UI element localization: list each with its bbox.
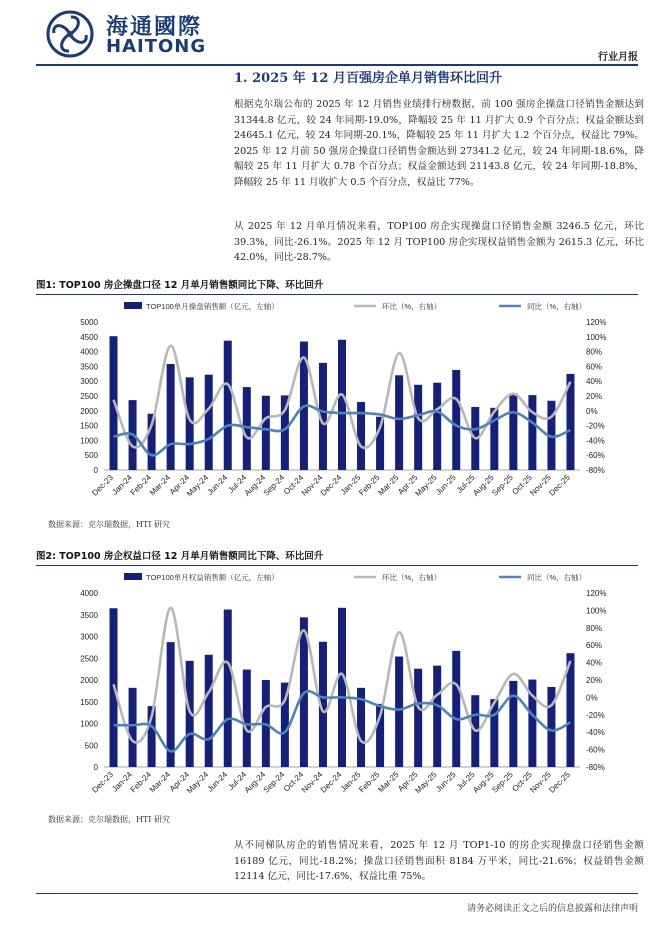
chart-2-y-right-tick-4: 0%	[586, 693, 598, 703]
chart-2-x-tick-Sep-25: Sep-25	[490, 770, 515, 795]
chart-2-x-tick-Jan-24: Jan-24	[110, 770, 134, 794]
chart-1-y-right-tick-7: 60%	[586, 362, 603, 372]
chart-2-x-tick-Dec-23: Dec-23	[90, 770, 115, 795]
chart-1-x-tick-Dec-24: Dec-24	[318, 473, 344, 498]
chart-1-y-right-tick-5: 20%	[586, 392, 603, 401]
chart-2-y-left-tick-3: 1500	[80, 697, 98, 707]
chart-1-bar-Mar-24	[167, 364, 175, 470]
chart-2-y-right-tick-2: -40%	[586, 728, 605, 738]
chart-2-y-left-tick-4: 2000	[80, 676, 98, 685]
chart-2-x-tick-Sep-24: Sep-24	[261, 770, 287, 795]
chart-2-y-left-tick-5: 2500	[80, 654, 98, 664]
chart-1-x-tick-Aug-24: Aug-24	[242, 473, 268, 498]
chart-2-y-right-tick-7: 60%	[586, 641, 603, 651]
chart-2-y-left-tick-7: 3500	[80, 610, 98, 620]
chart-2-x-tick-Jun-24: Jun-24	[205, 770, 230, 794]
chart-1-x-tick-Apr-25: Apr-25	[396, 473, 420, 497]
haitong-logo-icon	[38, 9, 102, 59]
chart-1-bar-May-25	[433, 383, 441, 470]
chart-1-y-right-tick-3: -20%	[586, 421, 605, 431]
chart-2-x-tick-Mar-24: Mar-24	[147, 770, 173, 795]
report-type-label: 行业月报	[598, 52, 638, 63]
chart-2-bar-Apr-25	[414, 669, 422, 767]
figure-1-chart-svg	[36, 296, 638, 516]
chart-1-x-tick-May-25: May-25	[413, 473, 439, 499]
chart-2-x-tick-Oct-24: Oct-24	[281, 770, 306, 794]
chart-1-x-tick-Sep-25: Sep-25	[490, 473, 515, 498]
chart-1-x-tick-Nov-25: Nov-25	[528, 473, 553, 498]
chart-1-bar-Oct-25	[528, 395, 536, 470]
chart-1-legend-label-line-1: 环比（%，右轴）	[382, 302, 442, 311]
chart-2-bar-Jun-25	[452, 651, 460, 767]
chart-2-x-tick-Aug-25: Aug-25	[471, 770, 496, 795]
chart-2-y-left-tick-2: 1000	[80, 719, 98, 729]
chart-1-x-tick-Jul-24: Jul-24	[226, 473, 249, 495]
figure-2-divider	[36, 565, 638, 566]
chart-1-y-left-tick-0: 0	[93, 466, 98, 475]
chart-1-y-left-tick-5: 2500	[80, 392, 98, 401]
chart-2-x-tick-Apr-25: Apr-25	[396, 770, 420, 794]
figure-1-title: 图1: TOP100 房企操盘口径 12 月单月销售额同比下降、环比回升	[36, 280, 324, 291]
chart-2-x-tick-Jan-25: Jan-25	[338, 770, 363, 794]
chart-2-x-tick-Feb-24: Feb-24	[128, 770, 154, 795]
chart-1-y-right-tick-2: -40%	[586, 436, 605, 446]
chart-1-y-left-tick-3: 1500	[80, 421, 98, 431]
chart-1-legend-swatch-bar	[124, 302, 142, 309]
chart-2-y-left-tick-8: 4000	[80, 589, 98, 598]
chart-1-bar-Sep-25	[509, 393, 517, 470]
chart-1-bar-Dec-24	[338, 340, 346, 470]
chart-2-y-right-tick-3: -20%	[586, 710, 605, 720]
chart-2-legend-label-line-1: 环比（%，右轴）	[382, 573, 442, 582]
chart-1-y-left-tick-7: 3500	[80, 362, 98, 372]
chart-2-bar-Jan-24	[129, 688, 137, 767]
chart-1-x-tick-Nov-24: Nov-24	[299, 473, 325, 498]
chart-1-x-tick-Dec-25: Dec-25	[547, 473, 572, 498]
chart-1-y-right-tick-6: 40%	[586, 377, 603, 387]
chart-1-x-tick-Oct-24: Oct-24	[281, 473, 306, 497]
chart-1-x-tick-Mar-24: Mar-24	[147, 473, 173, 498]
figure-2-source: 数据来源：克尔瑞数据，HTI 研究	[48, 815, 171, 824]
chart-1-y-right-tick-1: -60%	[586, 451, 605, 461]
chart-1-y-left-tick-4: 2000	[80, 406, 98, 416]
figure-1-divider	[36, 294, 638, 295]
chart-1-x-tick-Aug-25: Aug-25	[471, 473, 496, 498]
figure-2-title: 图2: TOP100 房企权益口径 12 月单月销售额同比下降、环比回升	[36, 551, 324, 562]
chart-1-bar-May-24	[205, 375, 213, 470]
chart-1-x-tick-Feb-24: Feb-24	[128, 473, 154, 498]
chart-1-bar-Jun-24	[224, 341, 232, 470]
chart-1-legend-label-line-2: 同比（%，右轴）	[527, 302, 587, 311]
chart-1-bar-Apr-25	[414, 385, 422, 470]
chart-1-y-right-tick-8: 80%	[586, 347, 603, 357]
chart-2-x-tick-Nov-25: Nov-25	[528, 770, 553, 795]
chart-2-bar-Jun-24	[224, 610, 232, 767]
chart-2-y-right-tick-8: 80%	[586, 623, 603, 633]
chart-2-y-right-tick-9: 100%	[586, 606, 607, 616]
chart-1-x-tick-Oct-25: Oct-25	[510, 473, 534, 497]
figure-2-chart-svg	[36, 567, 638, 813]
figure-2-chart	[36, 567, 638, 813]
section-title: 1. 2025 年 12 月百强房企单月销售环比回升	[234, 71, 502, 86]
chart-1-x-tick-Apr-24: Apr-24	[167, 473, 192, 497]
footer-divider	[36, 893, 638, 894]
chart-2-y-right-tick-5: 20%	[586, 676, 603, 685]
footer-disclaimer: 请务必阅读正文之后的信息披露和法律声明	[466, 904, 638, 914]
chart-1-y-left-tick-10: 5000	[80, 318, 98, 327]
chart-1-x-tick-Feb-25: Feb-25	[357, 473, 382, 498]
chart-2-bar-May-24	[205, 655, 213, 767]
header-divider	[36, 64, 638, 66]
body-paragraph-2: 从 2025 年 12 月单月情况来看，TOP100 房企实现操盘口径销售金额 3246.5 亿元，环比 39.3%，同比-26.1%。2025 年 12 月 TOP100 房企实现权益销售金额为 2615.3 亿元，环比 42.0%，同比-28.7%。	[234, 221, 644, 263]
chart-1-x-tick-May-24: May-24	[184, 473, 211, 499]
logo-english-name: HAITONG	[106, 36, 207, 57]
chart-1-x-tick-Jun-24: Jun-24	[205, 473, 230, 497]
chart-2-x-tick-Jun-25: Jun-25	[433, 770, 458, 794]
chart-2-x-tick-Dec-25: Dec-25	[547, 770, 572, 795]
chart-2-y-right-tick-6: 40%	[586, 658, 603, 668]
chart-1-x-tick-Jan-24: Jan-24	[110, 473, 134, 497]
logo-chinese-name: 海通國際	[106, 15, 203, 40]
chart-1-y-right-tick-10: 120%	[586, 318, 607, 327]
chart-2-x-tick-Nov-24: Nov-24	[299, 770, 325, 795]
chart-1-x-tick-Jun-25: Jun-25	[433, 473, 458, 497]
chart-1-legend-label-bar: TOP100单月操盘销售额（亿元，左轴）	[146, 302, 279, 311]
chart-2-bar-Dec-24	[338, 608, 346, 767]
chart-2-y-right-tick-10: 120%	[586, 589, 607, 598]
chart-1-y-right-tick-4: 0%	[586, 406, 598, 416]
chart-2-bar-Jul-24	[243, 670, 251, 767]
chart-1-x-tick-Sep-24: Sep-24	[261, 473, 287, 498]
chart-1-x-tick-Jul-25: Jul-25	[454, 473, 477, 495]
chart-2-x-tick-Feb-25: Feb-25	[357, 770, 382, 795]
chart-1-bar-Aug-24	[262, 396, 270, 470]
chart-1-bar-Mar-25	[395, 375, 403, 470]
chart-1-y-left-tick-9: 4500	[80, 332, 98, 342]
figure-1-source: 数据来源：克尔瑞数据，HTI 研究	[48, 520, 171, 529]
chart-1-x-tick-Jan-25: Jan-25	[338, 473, 363, 497]
chart-1-y-left-tick-2: 1000	[80, 436, 98, 446]
chart-1-x-tick-Dec-23: Dec-23	[90, 473, 115, 498]
body-paragraph-3: 从不同梯队房企的销售情况来看，2025 年 12 月 TOP1-10 的房企实现操盘口径销售金额 16189 亿元，同比-18.2%；操盘口径销售面积 8184 万平米，同比-21.6%；权益销售金额 12114 亿元，同比-17.6%，权益比重 75%。	[234, 840, 644, 882]
chart-1-bar-Jun-25	[452, 370, 460, 470]
chart-2-bar-Sep-25	[509, 681, 517, 767]
chart-2-y-left-tick-6: 3000	[80, 632, 98, 642]
chart-2-x-tick-Jul-25: Jul-25	[454, 770, 477, 792]
figure-1-chart	[36, 296, 638, 516]
chart-2-legend-label-bar: TOP100单月权益销售额（亿元，左轴）	[146, 573, 279, 582]
chart-2-x-tick-Dec-24: Dec-24	[318, 770, 344, 795]
chart-2-legend-swatch-bar	[124, 573, 142, 580]
chart-1-y-right-tick-0: -80%	[586, 466, 605, 475]
chart-2-x-tick-Jul-24: Jul-24	[226, 770, 249, 792]
chart-2-x-tick-May-24: May-24	[184, 770, 211, 796]
chart-2-x-tick-Oct-25: Oct-25	[510, 770, 534, 794]
chart-2-y-left-tick-1: 500	[84, 741, 98, 751]
chart-2-x-tick-Aug-24: Aug-24	[242, 770, 268, 795]
chart-2-y-right-tick-0: -80%	[586, 763, 605, 772]
chart-1-y-left-tick-6: 3000	[80, 377, 98, 387]
chart-2-legend-label-line-2: 同比（%，右轴）	[527, 573, 587, 582]
chart-2-bar-May-25	[433, 666, 441, 767]
chart-1-x-tick-Mar-25: Mar-25	[376, 473, 401, 498]
chart-1-y-left-tick-8: 4000	[80, 347, 98, 357]
chart-2-x-tick-Mar-25: Mar-25	[376, 770, 401, 795]
chart-2-x-tick-May-25: May-25	[413, 770, 439, 796]
chart-1-y-left-tick-1: 500	[84, 451, 98, 461]
chart-2-y-right-tick-1: -60%	[586, 745, 605, 755]
chart-1-y-right-tick-9: 100%	[586, 332, 607, 342]
chart-2-bar-Mar-25	[395, 657, 403, 767]
body-paragraph-1: 根据克尔瑞公布的 2025 年 12 月销售业绩排行榜数据，前 100 强房企操盘口径销售金额达到 31344.8 亿元，较 24 年同期-19.0%，降幅较 25 年 11 月扩大 0.9 个百分点；权益金额达到 24645.1 亿元，较 24 年同期-20.1%，降幅较 25 年 11 月扩大 1.2 个百分点，权益比 79%。2025 年 12 月前 50 强房企操盘口径销售金额达到 27341.2 亿元，较 24 年同期-18.6%，降幅较 25 年 11 月扩大 0.78 个百分点；权益金额达到 21143.8 亿元，较 24 年同期-18.8%，降幅较 25 年 11 月收扩大 0.5 个百分点，权益比 77%。	[234, 99, 644, 188]
chart-2-y-left-tick-0: 0	[93, 763, 98, 772]
chart-2-x-tick-Apr-24: Apr-24	[167, 770, 192, 794]
